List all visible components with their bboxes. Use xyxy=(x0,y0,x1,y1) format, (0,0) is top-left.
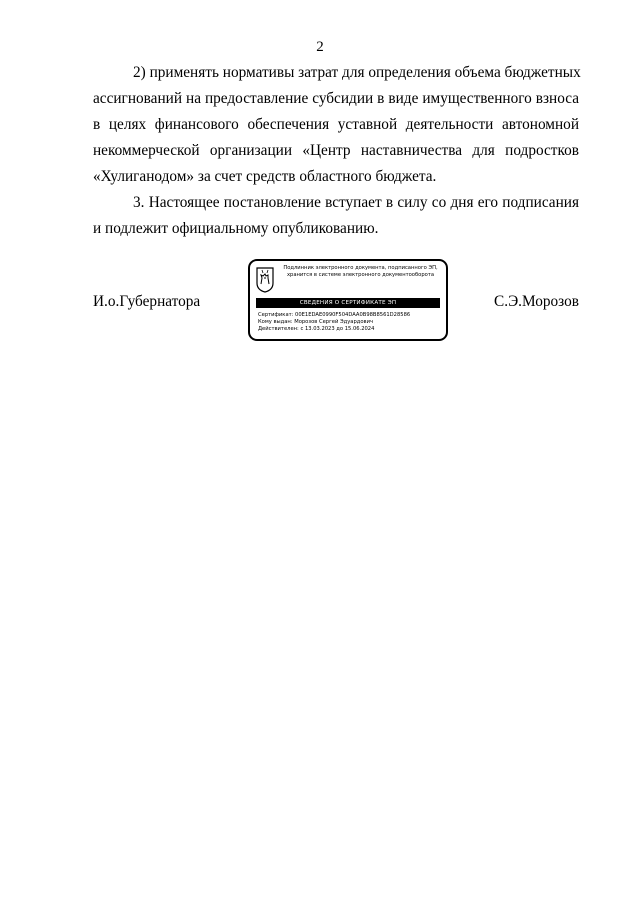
stamp-header xyxy=(278,265,443,279)
page-number: 2 xyxy=(316,39,324,55)
paragraph-3 xyxy=(93,190,579,242)
stamp-issued-label: Кому выдан: xyxy=(258,319,293,325)
stamp-issued-value: Морозов Сергей Эдуардович xyxy=(294,319,374,325)
stamp-cert-row xyxy=(258,312,410,319)
document-body xyxy=(93,60,579,242)
signatory-title: И.о.Губернатора xyxy=(93,293,201,310)
stamp-header-line: Подлинник электронного документа, подписанного ЭП, xyxy=(283,265,438,271)
stamp-valid-row xyxy=(258,326,374,333)
stamp-issued-row xyxy=(258,319,373,326)
text-line: ассигнований на предоставление субсидии в виде имущественного взноса xyxy=(93,90,579,107)
text-line: и подлежит официальному опубликованию. xyxy=(93,220,379,237)
text-line: 3. Настоящее постановление вступает в силу со дня его подписания xyxy=(133,194,579,211)
stamp-cert-value: 00E1EDAE0990F504DAA0B98B8561D28586 xyxy=(295,312,411,318)
stamp-title-bar: СВЕДЕНИЯ О СЕРТИФИКАТЕ ЭП xyxy=(256,298,440,308)
text-line: в целях финансового обеспечения уставной деятельности автономной xyxy=(93,116,579,133)
text-line: «Хулиганодом» за счет средств областного бюджета. xyxy=(93,168,437,185)
stamp-valid-value: с 13.03.2023 до 15.06.2024 xyxy=(300,326,375,332)
stamp-cert-label: Сертификат: xyxy=(258,312,294,318)
text-line: 2) применять нормативы затрат для определения объема бюджетных xyxy=(133,64,581,81)
signatory-name: С.Э.Морозов xyxy=(494,293,579,310)
text-line: некоммерческой организации «Центр наставничества для подростков xyxy=(93,142,579,159)
electronic-signature-stamp xyxy=(248,259,448,341)
coat-of-arms-icon xyxy=(256,267,274,293)
stamp-header-line: хранится в системе электронного документооборота xyxy=(286,272,435,278)
paragraph-2 xyxy=(93,60,579,190)
stamp-valid-label: Действителен: xyxy=(258,326,299,332)
